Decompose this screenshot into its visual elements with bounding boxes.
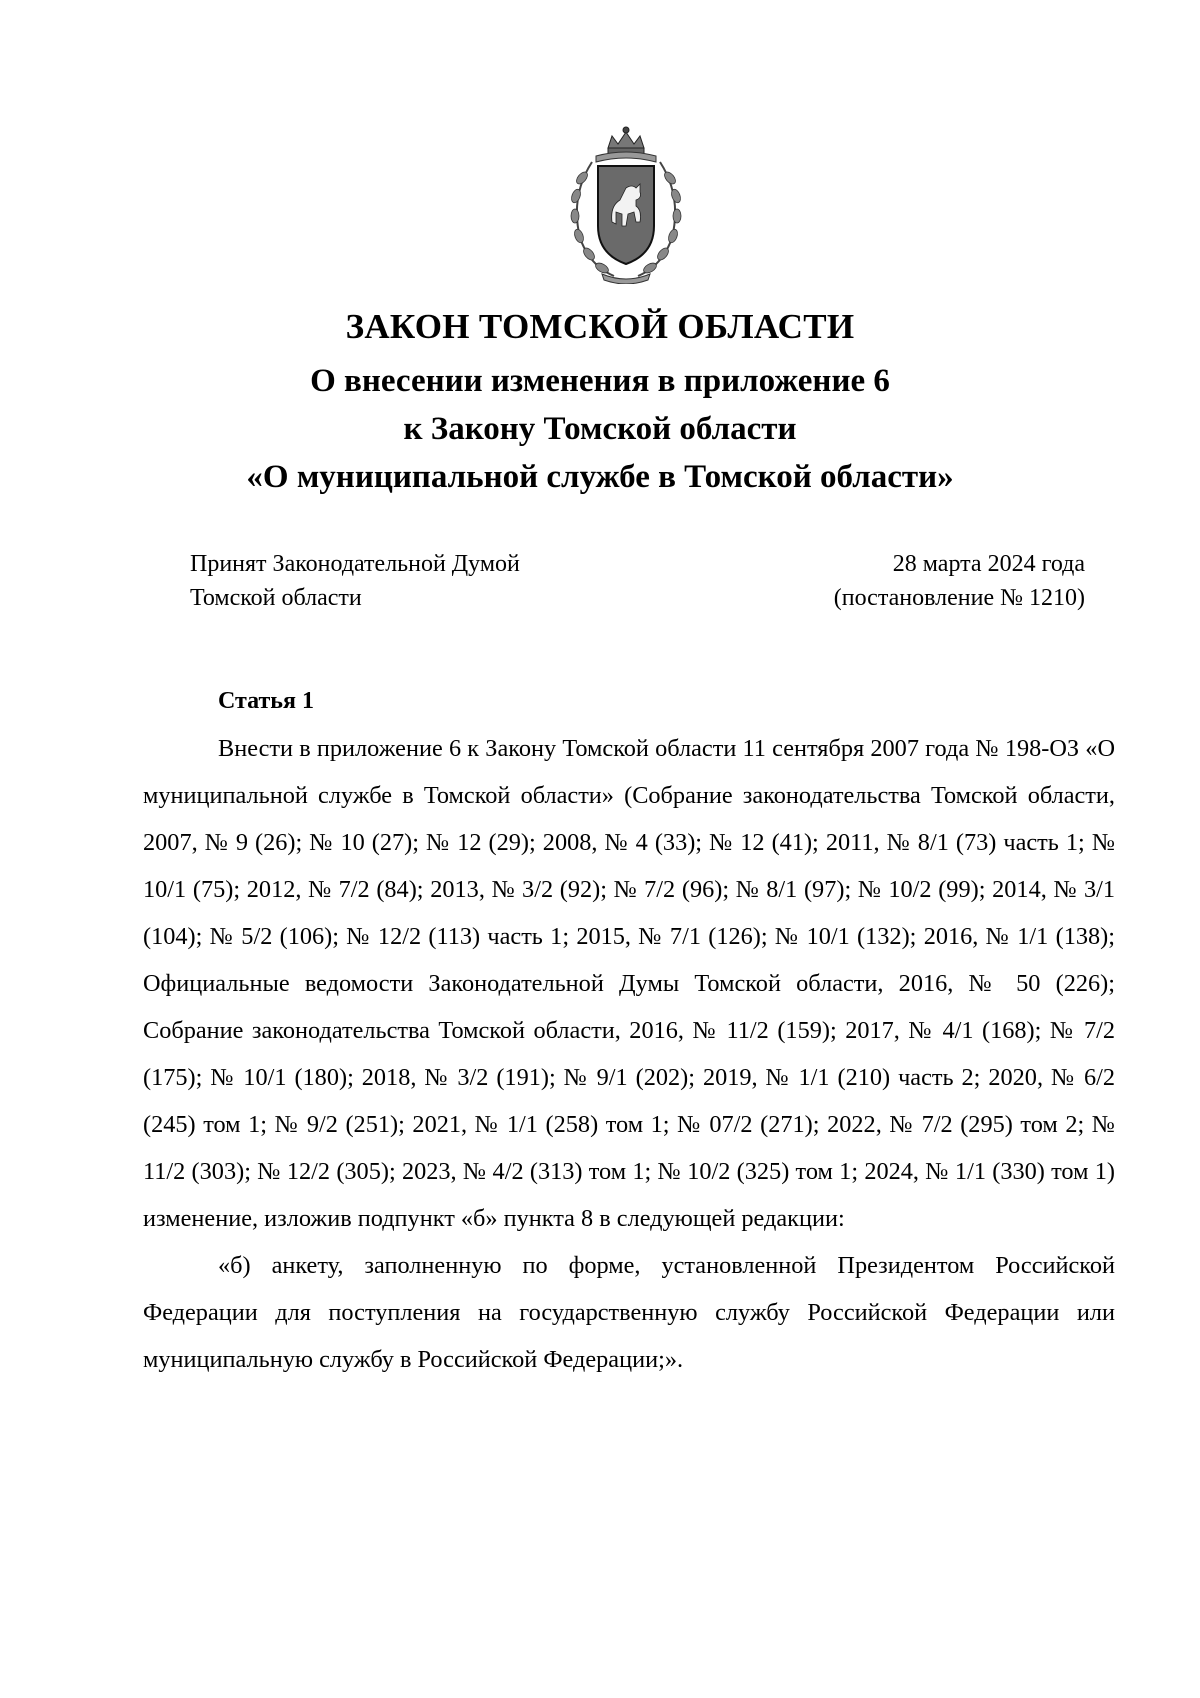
law-subtitle-line: О внесении изменения в приложение 6 — [310, 363, 890, 399]
coat-of-arms-icon — [556, 126, 696, 284]
law-subtitle-line: «О муниципальной службе в Томской области» — [246, 459, 954, 495]
article-heading: Статья 1 — [218, 688, 314, 714]
adoption-date: 28 марта 2024 года — [892, 551, 1085, 577]
law-subtitle-line: к Закону Томской области — [403, 411, 797, 447]
adoption-date-block — [834, 547, 1085, 615]
law-title-block — [0, 305, 1200, 501]
law-subtitle — [0, 357, 1200, 501]
adopted-by-line: Томской области — [190, 585, 362, 611]
law-title: ЗАКОН ТОМСКОЙ ОБЛАСТИ — [345, 307, 855, 346]
article-body — [143, 725, 1115, 1383]
adopted-by-block — [190, 547, 520, 615]
resolution-number: (постановление № 1210) — [833, 585, 1085, 611]
article-paragraph: «б) анкету, заполненную по форме, установленной Президентом Российской Федерации для поступления на государственную службу Российской Федерации или муниципальную службу в Российской Федерации;». — [143, 1252, 1115, 1373]
article-paragraph: Внести в приложение 6 к Закону Томской области 11 сентября 2007 года № 198-ОЗ «О муниципальной службе в Томской области» (Собрание законодательства Томской области, 2007, № 9 (26); № 10 (27); № 12 (29); 2008, № 4 (33); № 12 (41); 2011, № 8/1 (73) часть 1; № 10/1 (75); 2012, № 7/2 (84); 2013, № 3/2 (92); № 7/2 (96); № 8/1 (97); № 10/2 (99); 2014, № 3/1 (104); № 5/2 (106); № 12/2 (113) часть 1; 2015, № 7/1 (126); № 10/1 (132); 2016, № 1/1 (138); Официальные ведомости Законодательной Думы Томской области, 2016, № 50 (226); Собрание законодательства Томской области, 2016, № 11/2 (159); 2017, № 4/1 (168); № 7/2 (175); № 10/1 (180); 2018, № 3/2 (191); № 9/1 (202); 2019, № 1/1 (210) часть 2; 2020, № 6/2 (245) том 1; № 9/2 (251); 2021, № 1/1 (258) том 1; № 07/2 (271); 2022, № 7/2 (295) том 2; № 11/2 (303); № 12/2 (305); 2023, № 4/2 (313) том 1; № 10/2 (325) том 1; 2024, № 1/1 (330) том 1) изменение, изложив подпункт «б» пункта 8 в следующей редакции: — [143, 735, 1115, 1232]
adopted-by-line: Принят Законодательной Думой — [190, 551, 520, 577]
